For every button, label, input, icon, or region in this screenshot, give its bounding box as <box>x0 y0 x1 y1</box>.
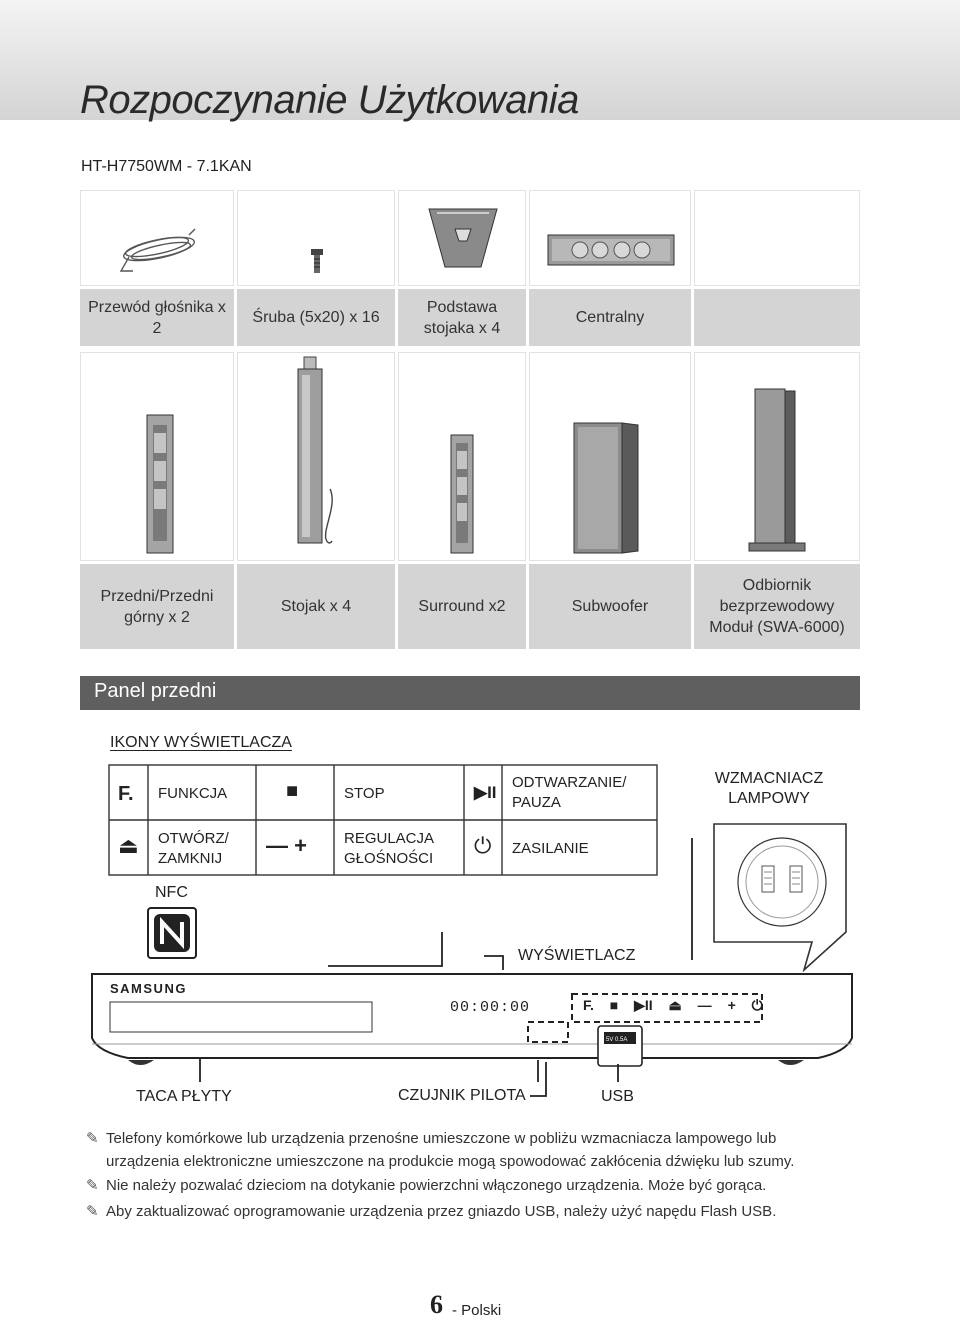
model-name: HT-H7750WM - 7.1KAN <box>81 158 252 175</box>
icon-label-power: ZASILANIE <box>512 840 589 857</box>
stand-base-icon <box>399 191 527 287</box>
icon-label-stop: STOP <box>344 785 385 802</box>
brand-logo: SAMSUNG <box>110 981 187 996</box>
function-symbol-icon: F. <box>118 783 134 805</box>
wireless-receiver-image <box>694 352 860 561</box>
accessories-grid <box>80 190 860 346</box>
subwoofer-icon <box>530 353 692 562</box>
screw-icon <box>238 191 396 287</box>
tube-amp-label: WZMACNIACZ LAMPOWY <box>714 770 824 807</box>
icon-label-volume: REGULACJA GŁOŚNOŚCI <box>344 830 435 867</box>
panel-buttons: F. ■ ▶II ⏏ — + ⏻ <box>583 997 763 1013</box>
icon-label-function: FUNKCJA <box>158 785 228 802</box>
empty-cell <box>694 190 860 286</box>
page-number: 6 <box>430 1290 443 1319</box>
display-label: WYŚWIETLACZ <box>518 947 636 964</box>
icon-label-eject: OTWÓRZ/ ZAMKNIJ <box>158 830 229 867</box>
accessory-label <box>694 289 860 346</box>
clock-display: 00:00:00 <box>450 999 531 1016</box>
speaker-label: Odbiornik bezprzewodowy Moduł (SWA-6000) <box>694 564 860 649</box>
accessory-label: Centralny <box>529 289 691 346</box>
accessory-label: Przewód głośnika x 2 <box>80 289 234 346</box>
speaker-cable-icon <box>81 191 235 287</box>
remote-sensor-label: CZUJNIK PILOTA <box>398 1087 526 1104</box>
icon-label-play-pause: ODTWARZANIE/ PAUZA <box>512 774 627 811</box>
accessory-label: Śruba (5x20) x 16 <box>237 289 395 346</box>
speaker-label: Stojak x 4 <box>237 564 395 649</box>
stop-icon: ■ <box>286 780 299 802</box>
front-speaker-image <box>80 352 234 561</box>
center-speaker-image <box>529 190 691 286</box>
usb-label: USB <box>601 1088 634 1105</box>
wireless-receiver-icon <box>695 353 861 562</box>
page-language: - Polski <box>452 1302 502 1319</box>
screw-image <box>237 190 395 286</box>
accessory-label: Podstawa stojaka x 4 <box>398 289 526 346</box>
center-speaker-icon <box>530 191 692 287</box>
play-pause-icon: ▶II <box>474 783 497 802</box>
section-title: Panel przedni <box>94 680 217 702</box>
nfc-label: NFC <box>155 884 188 901</box>
page-title: Rozpoczynanie Użytkowania <box>80 78 579 122</box>
power-icon: ⏻ <box>474 833 492 858</box>
pencil-icon: ✎ <box>86 1130 99 1147</box>
icons-heading: IKONY WYŚWIETLACZA <box>110 734 292 751</box>
speaker-cable-image <box>80 190 234 286</box>
stand-image <box>237 352 395 561</box>
speakers-grid <box>80 352 860 649</box>
surround-speaker-image <box>398 352 526 561</box>
stand-icon <box>238 353 396 562</box>
pencil-icon: ✎ <box>86 1203 99 1220</box>
speaker-label: Surround x2 <box>398 564 526 649</box>
speaker-label: Przedni/Przedni górny x 2 <box>80 564 234 649</box>
note-item: ✎ Aby zaktualizować oprogramowanie urządzenia przez gniazdo USB, należy użyć napędu Flash USB. <box>86 1200 846 1223</box>
front-panel-diagram <box>88 820 858 1082</box>
eject-icon: ⏏ <box>118 833 139 858</box>
subwoofer-image <box>529 352 691 561</box>
disc-tray-label: TACA PŁYTY <box>136 1088 232 1105</box>
usb-port-label: 5V 0.5A <box>606 1037 628 1043</box>
speaker-label: Subwoofer <box>529 564 691 649</box>
volume-icon: — + <box>266 833 307 858</box>
remote-sensor-leader <box>528 1060 548 1100</box>
front-speaker-icon <box>81 353 235 562</box>
surround-speaker-icon <box>399 353 527 562</box>
pencil-icon: ✎ <box>86 1177 99 1194</box>
note-item: ✎ Telefony komórkowe lub urządzenia przenośne umieszczone w pobliżu wzmacniacza lampowego lub urządzenia elektroniczne umieszczone na produkcie mogą spowodować zakłócenia dźwięku lub szumy. <box>86 1127 846 1173</box>
note-item: ✎ Nie należy pozwalać dzieciom na dotykanie powierzchni włączonego urządzenia. Może być gorąca. <box>86 1174 846 1197</box>
stand-base-image <box>398 190 526 286</box>
